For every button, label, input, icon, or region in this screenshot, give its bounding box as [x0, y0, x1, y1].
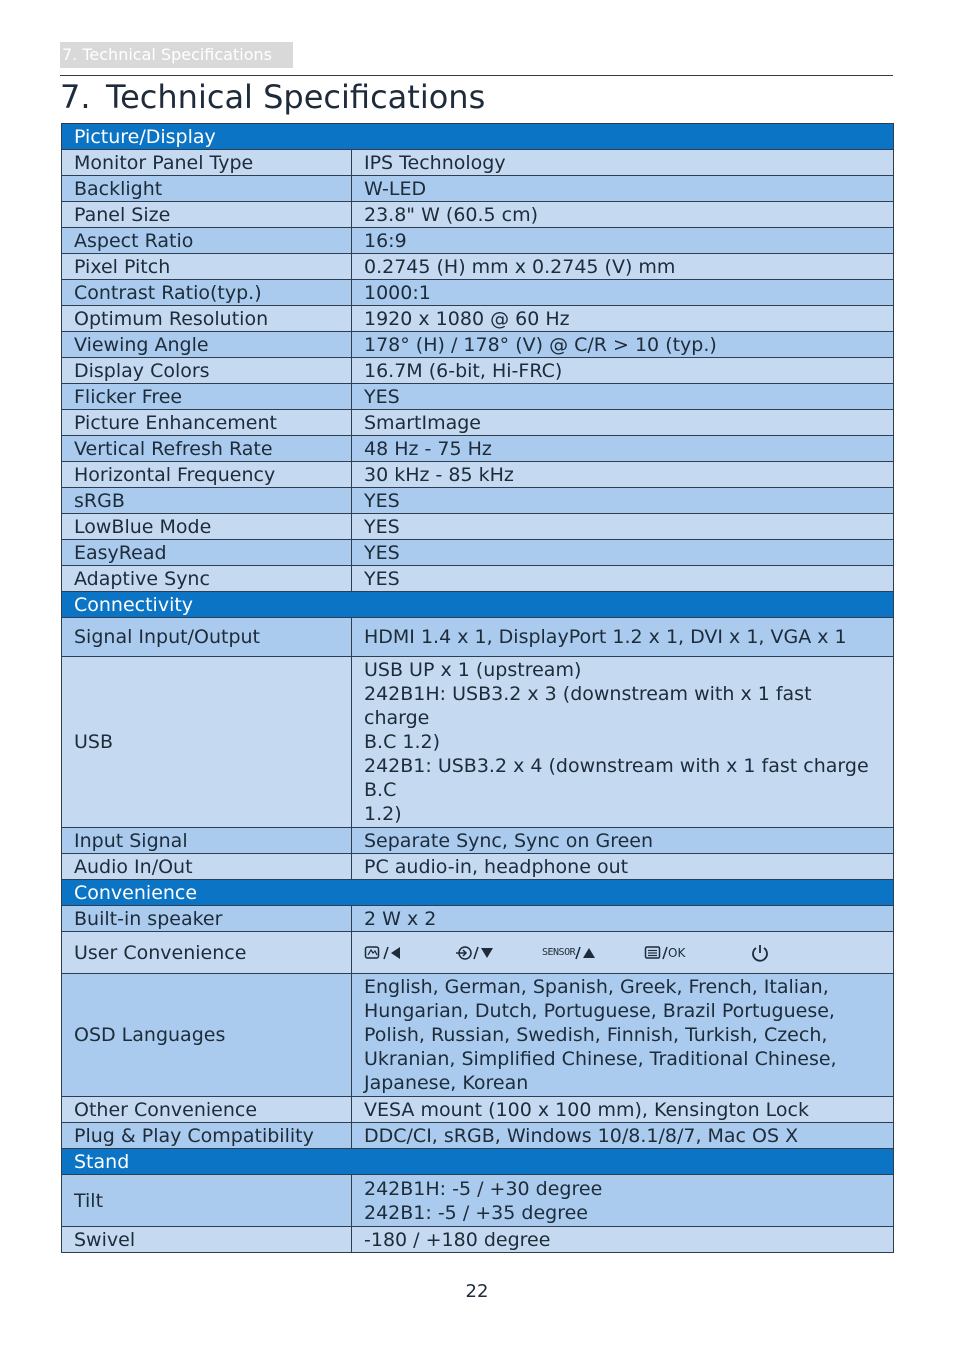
page-title — [60, 76, 485, 118]
table-row — [62, 202, 894, 228]
spec-label: Picture Enhancement — [62, 410, 352, 436]
spec-label: Signal Input/Output — [62, 618, 352, 657]
spec-label: OSD Languages — [62, 974, 352, 1097]
table-row — [62, 1175, 894, 1227]
usb-line: USB UP x 1 (upstream) — [364, 659, 582, 681]
input-down-icon — [456, 944, 542, 962]
section-header-convenience — [62, 880, 894, 906]
spec-value-multiline — [352, 1175, 894, 1227]
spec-label: sRGB — [62, 488, 352, 514]
table-row — [62, 932, 894, 974]
table-row — [62, 436, 894, 462]
spec-value: 16:9 — [352, 228, 894, 254]
spec-label: Horizontal Frequency — [62, 462, 352, 488]
spec-value: 1000:1 — [352, 280, 894, 306]
spec-label: Backlight — [62, 176, 352, 202]
table-row — [62, 254, 894, 280]
spec-value: VESA mount (100 x 100 mm), Kensington Lock — [352, 1097, 894, 1123]
spec-label: Input Signal — [62, 828, 352, 854]
spec-value: 48 Hz - 75 Hz — [352, 436, 894, 462]
tilt-line: 242B1H: -5 / +30 degree — [364, 1177, 603, 1200]
table-row — [62, 306, 894, 332]
spec-label: Panel Size — [62, 202, 352, 228]
table-row — [62, 280, 894, 306]
spec-label: Tilt — [62, 1175, 352, 1227]
table-row — [62, 618, 894, 657]
table-row — [62, 566, 894, 592]
table-row — [62, 974, 894, 1097]
spec-label: User Convenience — [62, 932, 352, 974]
table-row — [62, 228, 894, 254]
spec-label: Plug & Play Compatibility — [62, 1123, 352, 1149]
spec-value: 23.8" W (60.5 cm) — [352, 202, 894, 228]
spec-value: DDC/CI, sRGB, Windows 10/8.1/8/7, Mac OS X — [352, 1123, 894, 1149]
spec-label: Pixel Pitch — [62, 254, 352, 280]
spec-label: LowBlue Mode — [62, 514, 352, 540]
spec-value: 16.7M (6-bit, Hi-FRC) — [352, 358, 894, 384]
spec-value: YES — [352, 488, 894, 514]
osd-line: Polish, Russian, Swedish, Finnish, Turkish, Czech, — [364, 1024, 828, 1046]
table-row — [62, 150, 894, 176]
table-row — [62, 176, 894, 202]
table-row — [62, 854, 894, 880]
usb-line: 242B1: USB3.2 x 4 (downstream with x 1 fast charge B.C — [364, 755, 869, 801]
section-heading: Stand — [62, 1149, 894, 1175]
table-row — [62, 1227, 894, 1253]
smartimage-left-icon — [364, 944, 456, 962]
table-row — [62, 488, 894, 514]
spec-value: IPS Technology — [352, 150, 894, 176]
table-row — [62, 358, 894, 384]
spec-label: Audio In/Out — [62, 854, 352, 880]
spec-value: 178° (H) / 178° (V) @ C/R > 10 (typ.) — [352, 332, 894, 358]
power-icon — [750, 943, 770, 963]
page-title-text: Technical Specifications — [106, 78, 486, 116]
spec-value: Separate Sync, Sync on Green — [352, 828, 894, 854]
menu-ok-icon: OK — [644, 941, 750, 965]
section-heading: Convenience — [62, 880, 894, 906]
osd-line: Hungarian, Dutch, Portuguese, Brazil Portuguese, — [364, 1000, 835, 1022]
table-row — [62, 657, 894, 828]
page-title-number: 7. — [60, 78, 91, 116]
table-row — [62, 514, 894, 540]
table-row — [62, 332, 894, 358]
section-heading: Picture/Display — [62, 124, 894, 150]
spec-label: Vertical Refresh Rate — [62, 436, 352, 462]
table-row — [62, 540, 894, 566]
spec-value: HDMI 1.4 x 1, DisplayPort 1.2 x 1, DVI x 1, VGA x 1 — [352, 618, 894, 657]
spec-value: W-LED — [352, 176, 894, 202]
page-number: 22 — [465, 1281, 489, 1302]
table-row — [62, 1123, 894, 1149]
osd-line: Japanese, Korean — [364, 1072, 529, 1094]
section-header-connectivity — [62, 592, 894, 618]
spec-label: EasyRead — [62, 540, 352, 566]
spec-label: Swivel — [62, 1227, 352, 1253]
spec-table — [61, 123, 894, 1253]
sensor-up-icon: SENSOR — [542, 941, 644, 965]
header-section-tab: 7. Technical Specifications — [60, 42, 293, 68]
spec-label: Other Convenience — [62, 1097, 352, 1123]
table-row — [62, 384, 894, 410]
spec-value: YES — [352, 540, 894, 566]
tilt-line: 242B1: -5 / +35 degree — [364, 1201, 588, 1224]
spec-label: Monitor Panel Type — [62, 150, 352, 176]
usb-line: B.C 1.2) — [364, 731, 441, 753]
spec-value-multiline — [352, 974, 894, 1097]
usb-line: 1.2) — [364, 803, 402, 825]
spec-label: Viewing Angle — [62, 332, 352, 358]
spec-label: USB — [62, 657, 352, 828]
spec-label: Adaptive Sync — [62, 566, 352, 592]
table-row — [62, 1097, 894, 1123]
spec-value: 1920 x 1080 @ 60 Hz — [352, 306, 894, 332]
spec-label: Built-in speaker — [62, 906, 352, 932]
section-heading: Connectivity — [62, 592, 894, 618]
table-row — [62, 462, 894, 488]
spec-value: 30 kHz - 85 kHz — [352, 462, 894, 488]
spec-value: 0.2745 (H) mm x 0.2745 (V) mm — [352, 254, 894, 280]
spec-value: SmartImage — [352, 410, 894, 436]
spec-label: Contrast Ratio(typ.) — [62, 280, 352, 306]
spec-value: PC audio-in, headphone out — [352, 854, 894, 880]
button-icons — [352, 932, 894, 974]
spec-value: 2 W x 2 — [352, 906, 894, 932]
table-row — [62, 906, 894, 932]
spec-value: YES — [352, 514, 894, 540]
spec-label: Flicker Free — [62, 384, 352, 410]
spec-label: Optimum Resolution — [62, 306, 352, 332]
spec-value: YES — [352, 566, 894, 592]
spec-label: Display Colors — [62, 358, 352, 384]
spec-value: -180 / +180 degree — [352, 1227, 894, 1253]
spec-value-multiline — [352, 657, 894, 828]
osd-line: English, German, Spanish, Greek, French, Italian, — [364, 976, 829, 998]
osd-line: Ukranian, Simplified Chinese, Traditional Chinese, — [364, 1048, 837, 1070]
section-header-stand — [62, 1149, 894, 1175]
spec-label: Aspect Ratio — [62, 228, 352, 254]
section-header-picture — [62, 124, 894, 150]
spec-value: YES — [352, 384, 894, 410]
usb-line: 242B1H: USB3.2 x 3 (downstream with x 1 fast charge — [364, 683, 812, 729]
table-row — [62, 828, 894, 854]
table-row — [62, 410, 894, 436]
